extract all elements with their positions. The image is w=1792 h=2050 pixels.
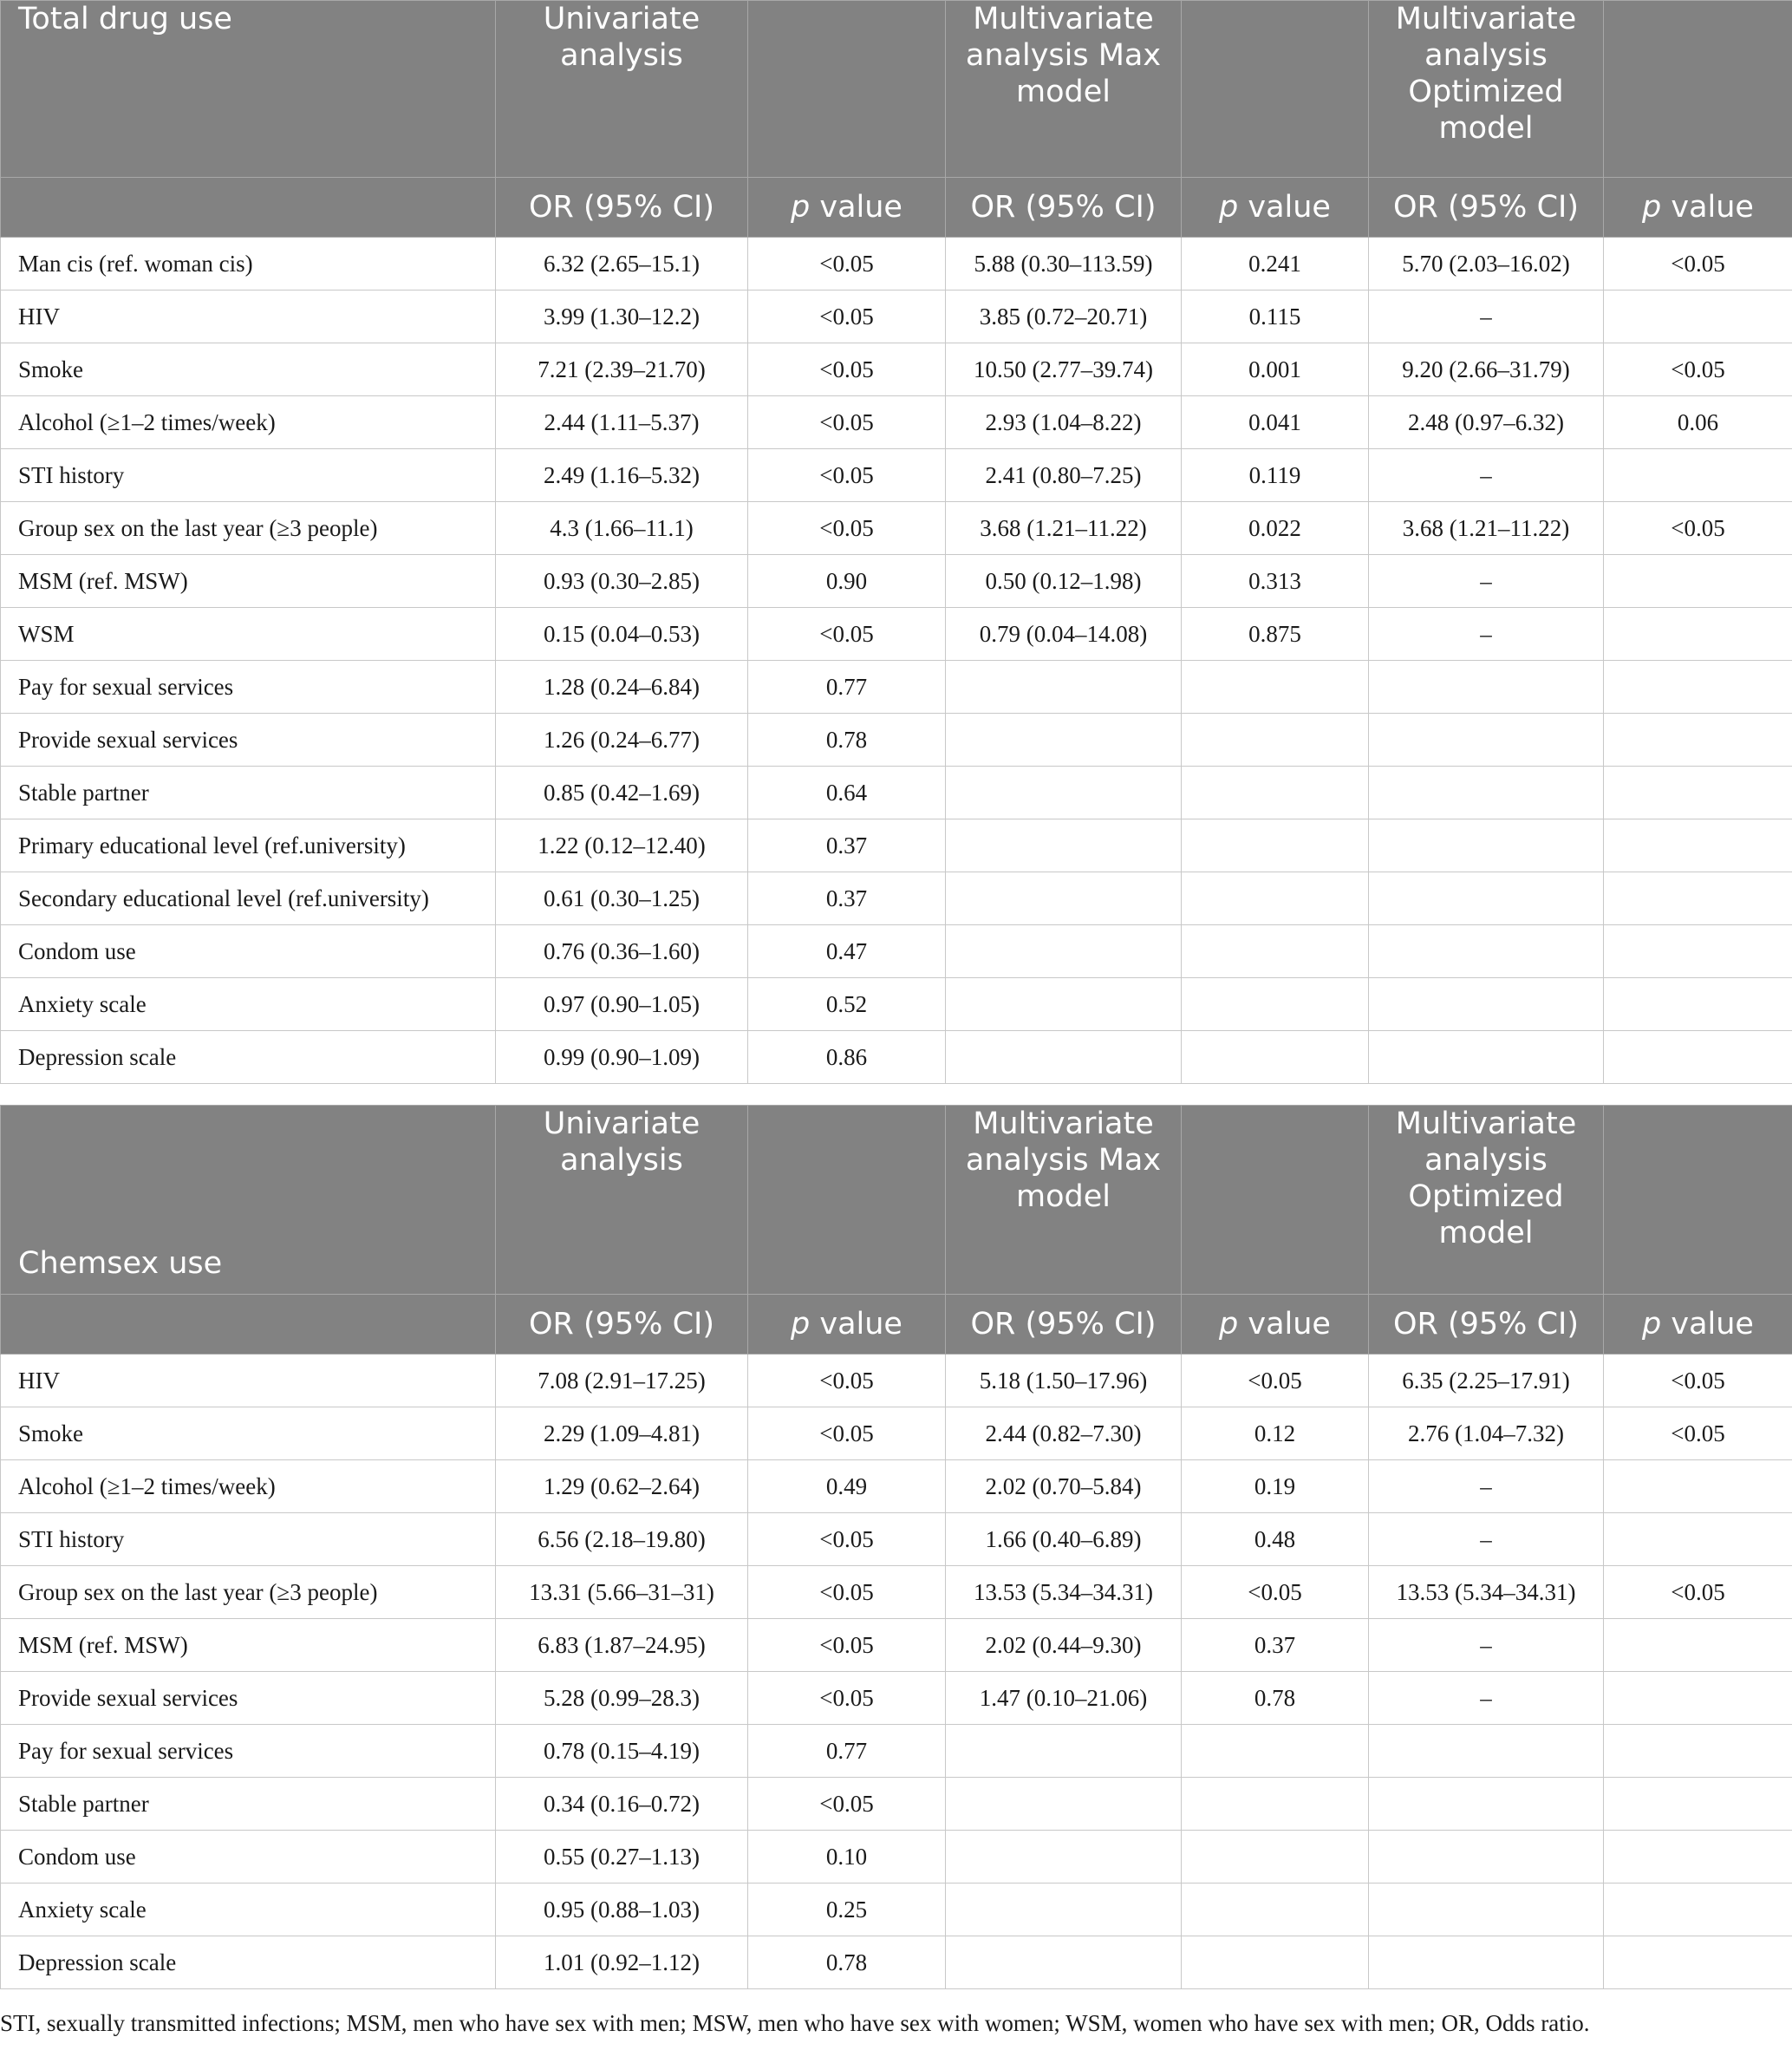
group-header-univariate: Univariate analysis — [496, 1, 748, 178]
optimized-model-or — [1369, 1778, 1604, 1831]
max-model-or — [946, 661, 1182, 714]
max-model-or: 2.02 (0.70–5.84) — [946, 1460, 1182, 1513]
univariate-p-value: 0.37 — [748, 872, 946, 925]
optimized-model-p-value — [1604, 1619, 1792, 1672]
optimized-model-p-value: <0.05 — [1604, 238, 1792, 291]
table-title: Chemsex use — [1, 1106, 496, 1295]
max-model-p-value: 0.001 — [1182, 343, 1369, 396]
optimized-model-p-value — [1604, 925, 1792, 978]
row-label: Anxiety scale — [1, 978, 496, 1031]
univariate-or: 0.15 (0.04–0.53) — [496, 608, 748, 661]
row-label: STI history — [1, 449, 496, 502]
optimized-model-p-value: <0.05 — [1604, 343, 1792, 396]
row-label: Anxiety scale — [1, 1884, 496, 1936]
optimized-model-or — [1369, 1031, 1604, 1084]
max-model-p-value: <0.05 — [1182, 1566, 1369, 1619]
univariate-p-value: <0.05 — [748, 502, 946, 555]
row-label: Pay for sexual services — [1, 1725, 496, 1778]
group-header-optimized-model: Multivariate analysis Optimized model — [1369, 1, 1604, 178]
optimized-model-or: 5.70 (2.03–16.02) — [1369, 238, 1604, 291]
group-header-max-model: Multivariate analysis Max model — [946, 1106, 1182, 1295]
table-row — [1, 1619, 1792, 1672]
univariate-or: 0.93 (0.30–2.85) — [496, 555, 748, 608]
max-model-or: 2.02 (0.44–9.30) — [946, 1619, 1182, 1672]
optimized-model-or: – — [1369, 1619, 1604, 1672]
univariate-or: 0.76 (0.36–1.60) — [496, 925, 748, 978]
univariate-p-value: <0.05 — [748, 1619, 946, 1672]
table-row — [1, 555, 1792, 608]
optimized-model-p-value — [1604, 661, 1792, 714]
max-model-or: 2.44 (0.82–7.30) — [946, 1407, 1182, 1460]
p-value-header: p value — [1604, 178, 1792, 238]
univariate-p-value: <0.05 — [748, 608, 946, 661]
row-label: Stable partner — [1, 1778, 496, 1831]
univariate-or: 2.29 (1.09–4.81) — [496, 1407, 748, 1460]
group-header-univariate: Univariate analysis — [496, 1106, 748, 1295]
max-model-or: 3.68 (1.21–11.22) — [946, 502, 1182, 555]
optimized-model-p-value — [1604, 1778, 1792, 1831]
max-model-or: 13.53 (5.34–34.31) — [946, 1566, 1182, 1619]
group-header-max-model: Multivariate analysis Max model — [946, 1, 1182, 178]
univariate-p-value: <0.05 — [748, 291, 946, 343]
optimized-model-or: 6.35 (2.25–17.91) — [1369, 1355, 1604, 1407]
row-label: WSM — [1, 608, 496, 661]
optimized-model-p-value — [1604, 1725, 1792, 1778]
row-label: Smoke — [1, 343, 496, 396]
max-model-p-value — [1182, 819, 1369, 872]
table-row — [1, 1513, 1792, 1566]
table-row — [1, 714, 1792, 767]
max-model-or — [946, 978, 1182, 1031]
table-row — [1, 1831, 1792, 1884]
header-blank — [1604, 1, 1792, 178]
max-model-p-value: <0.05 — [1182, 1355, 1369, 1407]
or-header: OR (95% CI) — [496, 1295, 748, 1355]
univariate-p-value: <0.05 — [748, 1778, 946, 1831]
univariate-or: 0.97 (0.90–1.05) — [496, 978, 748, 1031]
row-label: Primary educational level (ref.university) — [1, 819, 496, 872]
optimized-model-or — [1369, 714, 1604, 767]
row-label: Provide sexual services — [1, 1672, 496, 1725]
table-row — [1, 661, 1792, 714]
max-model-or — [946, 1778, 1182, 1831]
max-model-p-value: 0.022 — [1182, 502, 1369, 555]
row-label: Provide sexual services — [1, 714, 496, 767]
optimized-model-p-value: <0.05 — [1604, 502, 1792, 555]
univariate-p-value: <0.05 — [748, 396, 946, 449]
optimized-model-p-value — [1604, 555, 1792, 608]
univariate-or: 2.49 (1.16–5.32) — [496, 449, 748, 502]
univariate-p-value: <0.05 — [748, 343, 946, 396]
max-model-p-value: 0.48 — [1182, 1513, 1369, 1566]
row-label: MSM (ref. MSW) — [1, 1619, 496, 1672]
table-body — [1, 238, 1792, 1084]
table-row — [1, 767, 1792, 819]
row-label: Secondary educational level (ref.university) — [1, 872, 496, 925]
optimized-model-or — [1369, 1884, 1604, 1936]
max-model-or — [946, 1936, 1182, 1989]
univariate-or: 13.31 (5.66–31–31) — [496, 1566, 748, 1619]
row-label: Smoke — [1, 1407, 496, 1460]
max-model-p-value: 0.041 — [1182, 396, 1369, 449]
max-model-or: 1.66 (0.40–6.89) — [946, 1513, 1182, 1566]
max-model-p-value: 0.78 — [1182, 1672, 1369, 1725]
row-label: Group sex on the last year (≥3 people) — [1, 1566, 496, 1619]
max-model-or: 2.41 (0.80–7.25) — [946, 449, 1182, 502]
univariate-p-value: 0.25 — [748, 1884, 946, 1936]
row-label: Condom use — [1, 925, 496, 978]
univariate-or: 7.08 (2.91–17.25) — [496, 1355, 748, 1407]
max-model-p-value — [1182, 714, 1369, 767]
max-model-p-value: 0.875 — [1182, 608, 1369, 661]
max-model-or — [946, 767, 1182, 819]
optimized-model-or — [1369, 661, 1604, 714]
header-blank — [1604, 1106, 1792, 1295]
table-title: Total drug use — [1, 1, 496, 178]
univariate-p-value: 0.47 — [748, 925, 946, 978]
univariate-or: 3.99 (1.30–12.2) — [496, 291, 748, 343]
optimized-model-p-value — [1604, 608, 1792, 661]
table-row — [1, 872, 1792, 925]
max-model-or — [946, 1725, 1182, 1778]
optimized-model-or: 9.20 (2.66–31.79) — [1369, 343, 1604, 396]
optimized-model-or — [1369, 1936, 1604, 1989]
table-row — [1, 449, 1792, 502]
optimized-model-p-value — [1604, 1884, 1792, 1936]
univariate-p-value: 0.86 — [748, 1031, 946, 1084]
univariate-p-value: 0.77 — [748, 1725, 946, 1778]
optimized-model-p-value — [1604, 1936, 1792, 1989]
univariate-p-value: <0.05 — [748, 1355, 946, 1407]
p-value-header: p value — [1604, 1295, 1792, 1355]
p-value-header: p value — [748, 1295, 946, 1355]
max-model-or — [946, 819, 1182, 872]
optimized-model-p-value: <0.05 — [1604, 1407, 1792, 1460]
optimized-model-p-value — [1604, 1513, 1792, 1566]
univariate-p-value: 0.78 — [748, 714, 946, 767]
max-model-p-value — [1182, 872, 1369, 925]
univariate-p-value: 0.37 — [748, 819, 946, 872]
univariate-p-value: <0.05 — [748, 1513, 946, 1566]
univariate-p-value: 0.10 — [748, 1831, 946, 1884]
max-model-or: 0.50 (0.12–1.98) — [946, 555, 1182, 608]
max-model-p-value: 0.241 — [1182, 238, 1369, 291]
optimized-model-p-value — [1604, 978, 1792, 1031]
univariate-or: 0.34 (0.16–0.72) — [496, 1778, 748, 1831]
p-value-header: p value — [748, 178, 946, 238]
max-model-p-value: 0.119 — [1182, 449, 1369, 502]
max-model-or: 1.47 (0.10–21.06) — [946, 1672, 1182, 1725]
header-blank — [748, 1106, 946, 1295]
univariate-p-value: <0.05 — [748, 238, 946, 291]
table-row — [1, 343, 1792, 396]
table-row — [1, 1355, 1792, 1407]
univariate-p-value: 0.49 — [748, 1460, 946, 1513]
univariate-p-value: <0.05 — [748, 449, 946, 502]
row-label: HIV — [1, 1355, 496, 1407]
optimized-model-or: – — [1369, 449, 1604, 502]
univariate-or: 6.32 (2.65–15.1) — [496, 238, 748, 291]
row-label: MSM (ref. MSW) — [1, 555, 496, 608]
optimized-model-or: – — [1369, 555, 1604, 608]
or-header: OR (95% CI) — [946, 178, 1182, 238]
max-model-or — [946, 1031, 1182, 1084]
univariate-p-value: 0.52 — [748, 978, 946, 1031]
max-model-or — [946, 872, 1182, 925]
max-model-p-value — [1182, 661, 1369, 714]
max-model-p-value — [1182, 1725, 1369, 1778]
univariate-p-value: 0.90 — [748, 555, 946, 608]
max-model-or — [946, 1884, 1182, 1936]
univariate-or: 1.28 (0.24–6.84) — [496, 661, 748, 714]
table-body — [1, 1355, 1792, 1989]
header-blank — [748, 1, 946, 178]
optimized-model-p-value: <0.05 — [1604, 1355, 1792, 1407]
optimized-model-or: – — [1369, 1460, 1604, 1513]
row-label: STI history — [1, 1513, 496, 1566]
univariate-or: 4.3 (1.66–11.1) — [496, 502, 748, 555]
max-model-p-value — [1182, 767, 1369, 819]
row-label: Alcohol (≥1–2 times/week) — [1, 1460, 496, 1513]
row-label: HIV — [1, 291, 496, 343]
optimized-model-or — [1369, 925, 1604, 978]
table-row — [1, 502, 1792, 555]
max-model-p-value — [1182, 925, 1369, 978]
univariate-or: 0.61 (0.30–1.25) — [496, 872, 748, 925]
row-label: Group sex on the last year (≥3 people) — [1, 502, 496, 555]
optimized-model-p-value — [1604, 767, 1792, 819]
optimized-model-or — [1369, 819, 1604, 872]
header-blank — [1182, 1, 1369, 178]
row-label: Alcohol (≥1–2 times/week) — [1, 396, 496, 449]
univariate-or: 1.29 (0.62–2.64) — [496, 1460, 748, 1513]
univariate-or: 0.99 (0.90–1.09) — [496, 1031, 748, 1084]
max-model-p-value — [1182, 1936, 1369, 1989]
univariate-p-value: 0.78 — [748, 1936, 946, 1989]
table-row — [1, 925, 1792, 978]
univariate-or: 2.44 (1.11–5.37) — [496, 396, 748, 449]
univariate-or: 0.85 (0.42–1.69) — [496, 767, 748, 819]
header-blank — [1, 178, 496, 238]
optimized-model-or: 2.76 (1.04–7.32) — [1369, 1407, 1604, 1460]
univariate-p-value: 0.77 — [748, 661, 946, 714]
optimized-model-or — [1369, 767, 1604, 819]
univariate-or: 0.55 (0.27–1.13) — [496, 1831, 748, 1884]
optimized-model-or — [1369, 872, 1604, 925]
optimized-model-or — [1369, 1831, 1604, 1884]
table-row — [1, 1460, 1792, 1513]
max-model-p-value: 0.313 — [1182, 555, 1369, 608]
table-row — [1, 1936, 1792, 1989]
max-model-p-value — [1182, 1831, 1369, 1884]
optimized-model-or: 3.68 (1.21–11.22) — [1369, 502, 1604, 555]
table-footnote: STI, sexually transmitted infections; MSM, men who have sex with men; MSW, men who have sex with women; WSM, women who have sex with men; OR, Odds ratio. — [0, 2010, 1590, 2036]
univariate-or: 0.95 (0.88–1.03) — [496, 1884, 748, 1936]
max-model-or: 0.79 (0.04–14.08) — [946, 608, 1182, 661]
optimized-model-p-value — [1604, 291, 1792, 343]
optimized-model-p-value — [1604, 714, 1792, 767]
row-label: Condom use — [1, 1831, 496, 1884]
max-model-or: 2.93 (1.04–8.22) — [946, 396, 1182, 449]
univariate-or: 5.28 (0.99–28.3) — [496, 1672, 748, 1725]
table-row — [1, 291, 1792, 343]
group-header-optimized-model: Multivariate analysis Optimized model — [1369, 1106, 1604, 1295]
table-row — [1, 1031, 1792, 1084]
optimized-model-p-value — [1604, 1672, 1792, 1725]
or-header: OR (95% CI) — [496, 178, 748, 238]
table-row — [1, 396, 1792, 449]
max-model-p-value: 0.37 — [1182, 1619, 1369, 1672]
max-model-p-value: 0.12 — [1182, 1407, 1369, 1460]
optimized-model-or: – — [1369, 291, 1604, 343]
p-value-header: p value — [1182, 1295, 1369, 1355]
max-model-or: 5.88 (0.30–113.59) — [946, 238, 1182, 291]
univariate-or: 6.56 (2.18–19.80) — [496, 1513, 748, 1566]
table-row — [1, 238, 1792, 291]
row-label: Pay for sexual services — [1, 661, 496, 714]
max-model-or: 3.85 (0.72–20.71) — [946, 291, 1182, 343]
optimized-model-p-value — [1604, 1031, 1792, 1084]
max-model-p-value — [1182, 1884, 1369, 1936]
max-model-p-value — [1182, 1031, 1369, 1084]
max-model-p-value: 0.115 — [1182, 291, 1369, 343]
or-header: OR (95% CI) — [946, 1295, 1182, 1355]
optimized-model-p-value — [1604, 819, 1792, 872]
optimized-model-or — [1369, 1725, 1604, 1778]
row-label: Depression scale — [1, 1031, 496, 1084]
row-label: Man cis (ref. woman cis) — [1, 238, 496, 291]
univariate-or: 7.21 (2.39–21.70) — [496, 343, 748, 396]
max-model-p-value: 0.19 — [1182, 1460, 1369, 1513]
univariate-p-value: <0.05 — [748, 1566, 946, 1619]
max-model-or: 5.18 (1.50–17.96) — [946, 1355, 1182, 1407]
row-label: Depression scale — [1, 1936, 496, 1989]
optimized-model-p-value: 0.06 — [1604, 396, 1792, 449]
univariate-or: 1.01 (0.92–1.12) — [496, 1936, 748, 1989]
univariate-p-value: <0.05 — [748, 1407, 946, 1460]
optimized-model-p-value — [1604, 872, 1792, 925]
max-model-or — [946, 925, 1182, 978]
table-row — [1, 1672, 1792, 1725]
univariate-p-value: <0.05 — [748, 1672, 946, 1725]
max-model-or — [946, 1831, 1182, 1884]
table-row — [1, 1884, 1792, 1936]
table-row — [1, 608, 1792, 661]
optimized-model-or: 2.48 (0.97–6.32) — [1369, 396, 1604, 449]
table-row — [1, 978, 1792, 1031]
optimized-model-or — [1369, 978, 1604, 1031]
optimized-model-or: 13.53 (5.34–34.31) — [1369, 1566, 1604, 1619]
header-blank — [1182, 1106, 1369, 1295]
univariate-or: 1.26 (0.24–6.77) — [496, 714, 748, 767]
univariate-p-value: 0.64 — [748, 767, 946, 819]
max-model-or — [946, 714, 1182, 767]
table-row — [1, 1566, 1792, 1619]
max-model-p-value — [1182, 978, 1369, 1031]
or-header: OR (95% CI) — [1369, 178, 1604, 238]
chemsex-use-table — [0, 1105, 1792, 1989]
row-label: Stable partner — [1, 767, 496, 819]
optimized-model-or: – — [1369, 608, 1604, 661]
optimized-model-p-value — [1604, 449, 1792, 502]
optimized-model-or: – — [1369, 1672, 1604, 1725]
header-blank — [1, 1295, 496, 1355]
table-row — [1, 1407, 1792, 1460]
univariate-or: 0.78 (0.15–4.19) — [496, 1725, 748, 1778]
p-value-header: p value — [1182, 178, 1369, 238]
table-row — [1, 1778, 1792, 1831]
univariate-or: 6.83 (1.87–24.95) — [496, 1619, 748, 1672]
optimized-model-p-value — [1604, 1460, 1792, 1513]
optimized-model-p-value — [1604, 1831, 1792, 1884]
table-row — [1, 819, 1792, 872]
max-model-or: 10.50 (2.77–39.74) — [946, 343, 1182, 396]
univariate-or: 1.22 (0.12–12.40) — [496, 819, 748, 872]
optimized-model-p-value: <0.05 — [1604, 1566, 1792, 1619]
table-row — [1, 1725, 1792, 1778]
max-model-p-value — [1182, 1778, 1369, 1831]
or-header: OR (95% CI) — [1369, 1295, 1604, 1355]
optimized-model-or: – — [1369, 1513, 1604, 1566]
